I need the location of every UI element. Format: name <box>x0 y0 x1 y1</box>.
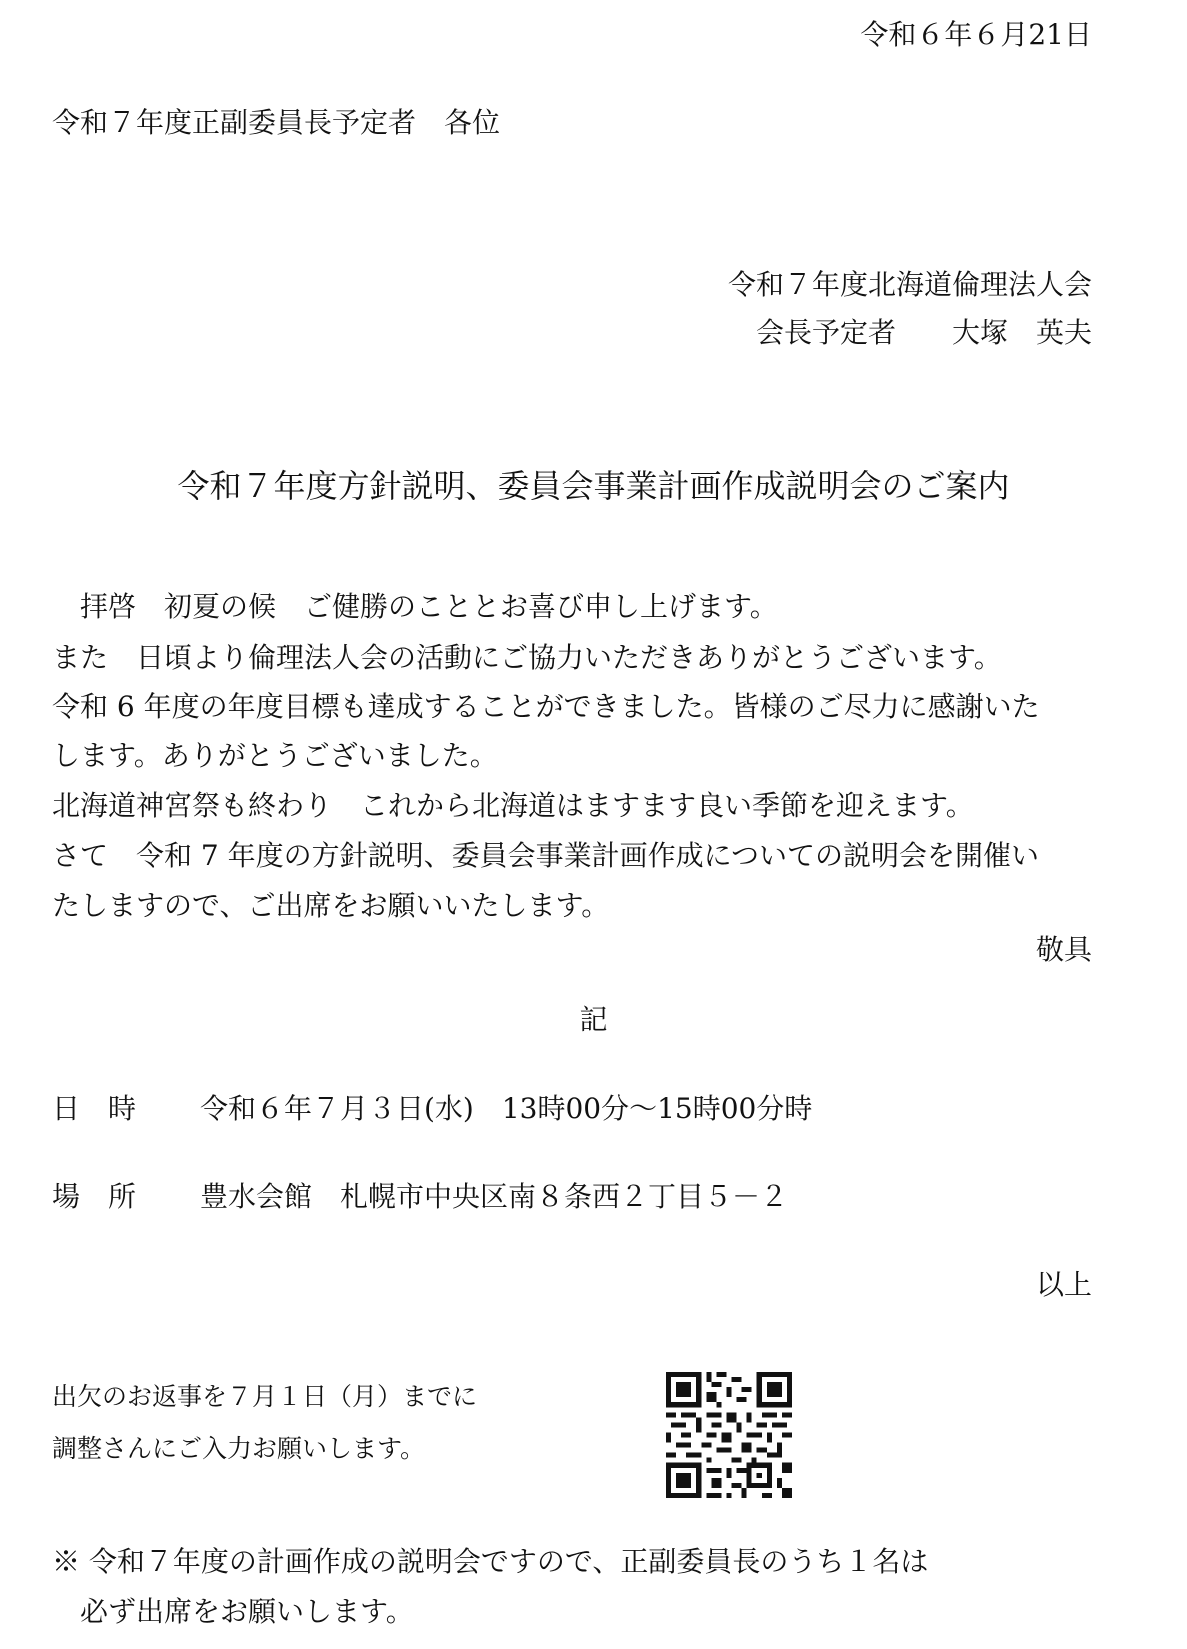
body-line: 拝啓 初夏の候 ご健勝のこととお喜び申し上げます。 <box>52 590 778 623</box>
sender-name: 会長予定者 大塚 英夫 <box>755 316 1092 349</box>
body-line: たしますので、ご出席をお願いいたします。 <box>52 889 610 922</box>
sender-organization: 令和７年度北海道倫理法人会 <box>727 268 1092 301</box>
qr-code-icon[interactable] <box>666 1372 792 1498</box>
body-line: 令和 6 年度の年度目標も達成することができました。皆様のご尽力に感謝いた <box>52 690 1040 723</box>
document-title: 令和７年度方針説明、委員会事業計画作成説明会のご案内 <box>177 467 1010 505</box>
datetime-value: 令和６年７月３日(水) 13時00分～15時00分時 <box>200 1092 813 1125</box>
body-line: さて 令和 7 年度の方針説明、委員会事業計画作成についての説明会を開催い <box>52 839 1040 872</box>
datetime-label: 日 時 <box>52 1092 137 1125</box>
body-line: 北海道神宮祭も終わり これから北海道はますます良い季節を迎えます。 <box>52 789 974 822</box>
place-label: 場 所 <box>52 1180 137 1213</box>
closing-ijou: 以上 <box>1035 1268 1092 1301</box>
rsvp-line: 調整さんにご入力お願いします。 <box>52 1434 426 1463</box>
document-date: 令和６年６月21日 <box>860 18 1092 51</box>
rsvp-line: 出欠のお返事を７月１日（月）までに <box>52 1382 478 1411</box>
place-value: 豊水会館 札幌市中央区南８条西２丁目５－２ <box>200 1180 789 1213</box>
ki-heading: 記 <box>579 1003 608 1036</box>
body-line: また 日頃より倫理法人会の活動にご協力いただきありがとうございます。 <box>52 641 1002 674</box>
addressee: 令和７年度正副委員長予定者 各位 <box>52 106 501 139</box>
note-line: ※ 令和７年度の計画作成の説明会ですので、正副委員長のうち１名は <box>52 1545 929 1578</box>
note-line: 必ず出席をお願いします。 <box>52 1595 414 1628</box>
closing-keigu: 敬具 <box>1035 933 1092 966</box>
body-line: します。ありがとうございました。 <box>52 739 498 772</box>
